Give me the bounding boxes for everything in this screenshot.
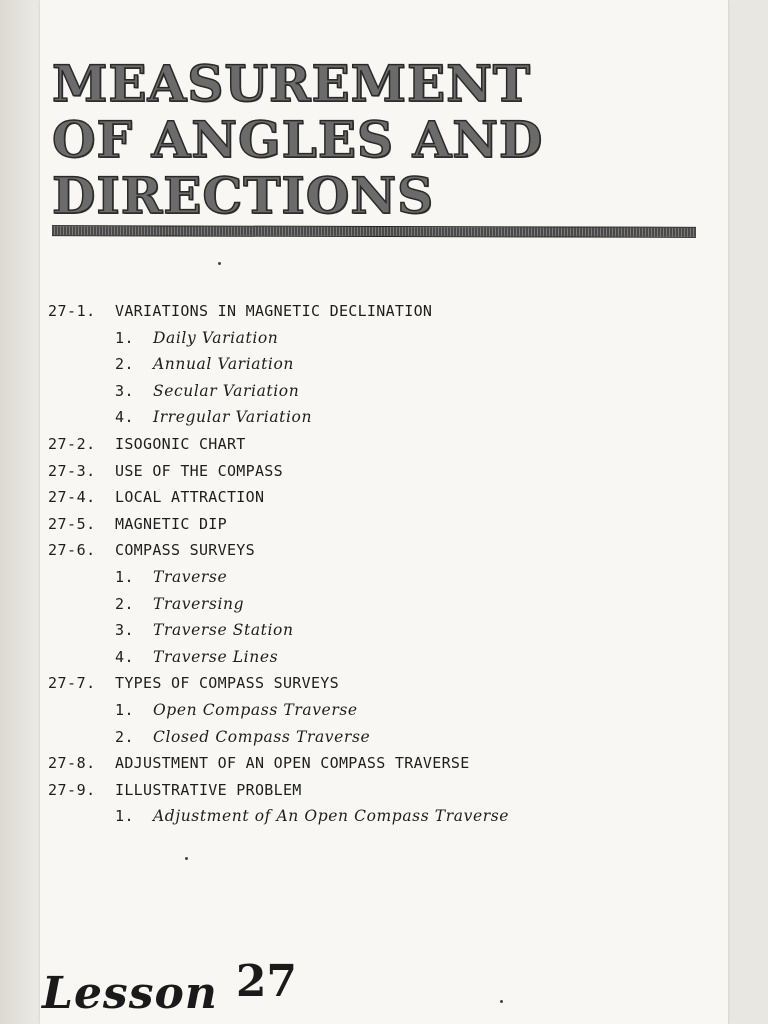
toc-label: ISOGONIC CHART (115, 434, 246, 453)
toc-label: LOCAL ATTRACTION (115, 488, 265, 507)
page-edge-shadow (0, 0, 40, 1024)
chapter-title-line-2: OF ANGLES AND (52, 110, 544, 169)
toc-subitem (48, 724, 688, 751)
toc-number: 27-2. (48, 434, 96, 453)
toc-number: 1. (115, 567, 135, 586)
toc-number: 4. (115, 408, 135, 427)
toc-label: Closed Compass Traverse (153, 727, 371, 746)
toc-number: 1. (115, 807, 135, 826)
toc-label: Daily Variation (153, 328, 279, 347)
toc-label: Open Compass Traverse (153, 700, 358, 719)
toc-subitem (48, 803, 688, 830)
toc-subitem (48, 697, 688, 724)
chapter-title-line-1: MEASUREMENT (52, 54, 531, 113)
toc-number: 3. (115, 621, 135, 640)
toc-label: COMPASS SURVEYS (115, 541, 255, 560)
toc-label: USE OF THE COMPASS (115, 461, 283, 480)
toc-number: 27-6. (48, 541, 96, 560)
chapter-title (52, 56, 543, 224)
toc-number: 3. (115, 381, 135, 400)
toc-number: 2. (115, 594, 135, 613)
toc-number: 27-4. (48, 488, 96, 507)
toc-number: 1. (115, 700, 135, 719)
toc-label: VARIATIONS IN MAGNETIC DECLINATION (115, 302, 433, 320)
speck (185, 857, 188, 860)
speck (218, 262, 221, 265)
title-divider (52, 225, 696, 238)
chapter-title-line-3: DIRECTIONS (52, 166, 435, 225)
toc-number: 27-7. (48, 674, 96, 693)
document-page (40, 0, 728, 1024)
toc-label: Traverse (153, 567, 228, 586)
toc-subitem (48, 404, 688, 431)
toc-section (48, 511, 688, 538)
toc-number: 27-8. (48, 754, 96, 773)
toc-number: 27-5. (48, 514, 96, 533)
toc-section (48, 750, 688, 777)
toc-section (48, 484, 688, 511)
toc-subitem (48, 325, 688, 352)
toc-subitem (48, 564, 688, 591)
toc-label: MAGNETIC DIP (115, 514, 227, 533)
speck (500, 1000, 503, 1003)
lesson-label (42, 956, 298, 1019)
toc-label: TYPES OF COMPASS SURVEYS (115, 674, 339, 693)
toc-label: ADJUSTMENT OF AN OPEN COMPASS TRAVERSE (115, 754, 470, 773)
toc-label: ILLUSTRATIVE PROBLEM (115, 780, 302, 799)
toc-number: 1. (115, 328, 135, 347)
toc-label: Secular Variation (153, 381, 300, 400)
toc-number: 27-3. (48, 461, 96, 480)
toc-number: 4. (115, 647, 135, 666)
toc-number: 2. (115, 727, 135, 746)
toc-section (48, 458, 688, 485)
toc-number: 2. (115, 355, 135, 374)
toc-subitem (48, 617, 688, 644)
toc-section (48, 298, 688, 325)
lesson-word: Lesson (42, 968, 218, 1019)
table-of-contents (48, 298, 688, 830)
toc-number: 27-1. (48, 302, 96, 320)
toc-label: Irregular Variation (153, 408, 313, 427)
toc-section (48, 777, 688, 804)
toc-label: Traverse Lines (153, 647, 279, 666)
toc-section (48, 431, 688, 458)
toc-number: 27-9. (48, 780, 96, 799)
toc-subitem (48, 378, 688, 405)
toc-section (48, 537, 688, 564)
toc-section (48, 670, 688, 697)
lesson-number: 27 (235, 956, 298, 1007)
toc-subitem (48, 591, 688, 618)
toc-subitem (48, 644, 688, 671)
toc-label: Traverse Station (153, 621, 294, 640)
toc-label: Traversing (153, 594, 245, 613)
toc-subitem (48, 351, 688, 378)
toc-label: Annual Variation (153, 355, 294, 374)
toc-label: Adjustment of An Open Compass Traverse (153, 807, 510, 826)
